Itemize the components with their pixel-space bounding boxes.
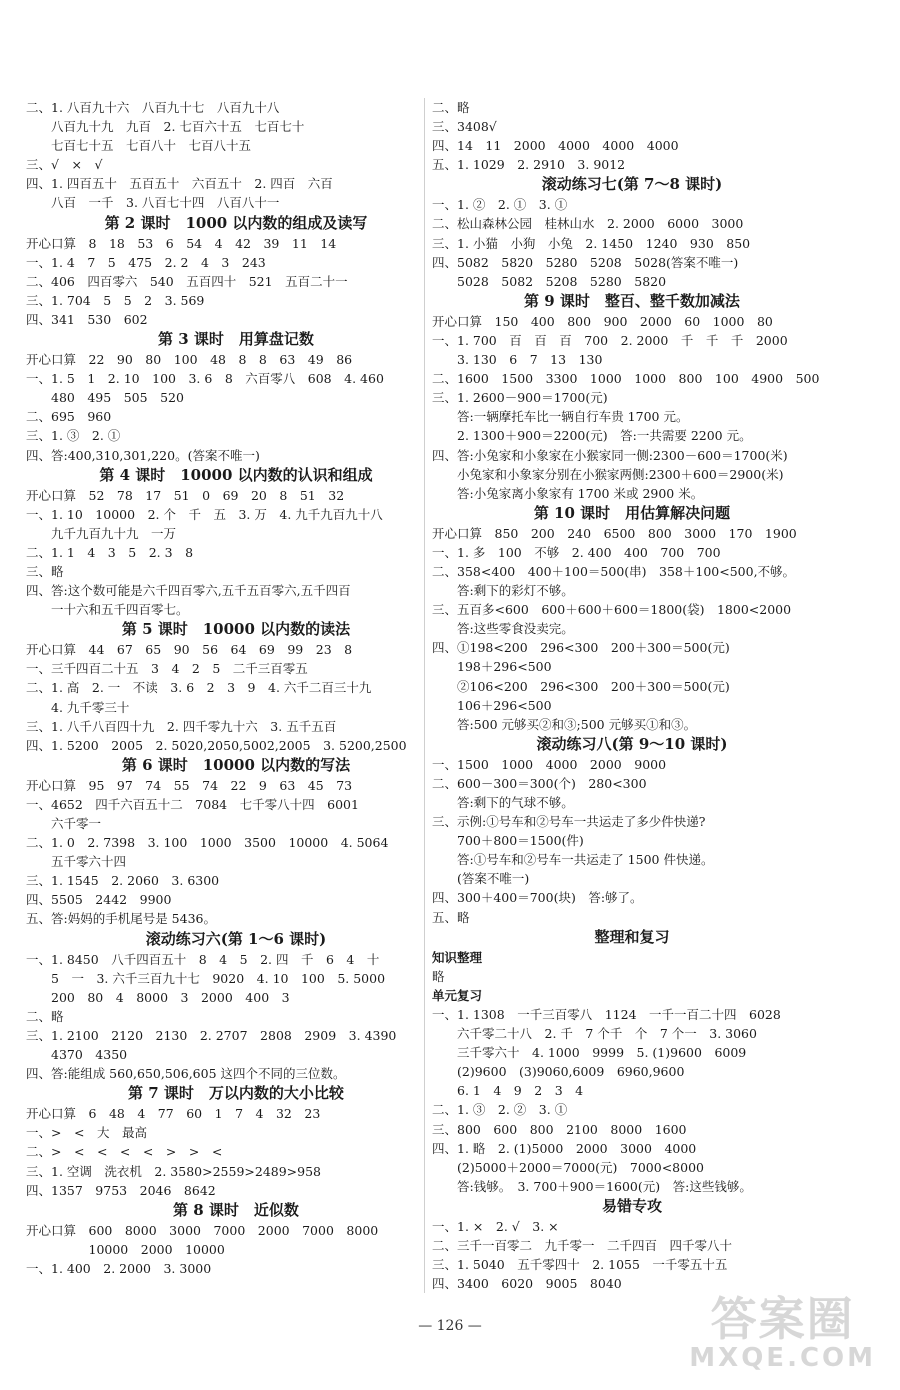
answer-line: (2)9600 (3)9060,6009 6960,9600 [432, 1064, 685, 1080]
answer-line: 四、1. 5200 2005 2. 5020,2050,5002,2005 3. 5200,2500 [26, 737, 407, 753]
answer-line: 开心口算 850 200 240 6500 800 3000 170 1900 [432, 525, 797, 541]
answer-line: 答:剩下的气球不够。 [432, 795, 574, 810]
right-column [432, 98, 832, 1293]
answer-line: 5028 5082 5208 5280 5820 [432, 273, 667, 289]
section-heading: 滚动练习六(第 1～6 课时) [145, 929, 327, 948]
answer-line: 开心口算 52 78 17 51 0 69 20 8 51 32 [26, 487, 345, 503]
answer-line: 700＋800＝1500(件) [432, 833, 584, 849]
answer-line: 一、1. 1308 一千三百零八 1124 一千一百二十四 6028 [432, 1006, 781, 1022]
answer-line: 三、1. 704 5 5 2 3. 569 [26, 292, 205, 308]
answer-line: 四、答:小兔家和小象家在小猴家同一侧:2300－600＝1700(米) [432, 447, 788, 463]
column-divider [424, 98, 425, 1293]
page-number: — 126 — [418, 1318, 482, 1334]
answer-line: 四、5082 5820 5280 5208 5028(答案不唯一) [432, 254, 739, 270]
answer-line: 答:剩下的彩灯不够。 [432, 583, 574, 599]
answer-line: 开心口算 22 90 80 100 48 8 8 63 49 86 [26, 352, 353, 368]
answer-line: 四、5505 2442 9900 [26, 892, 172, 908]
answer-line: 八百 一千 3. 八百七十四 八百八十一 [26, 195, 280, 211]
answer-line: 二、松山森林公园 桂林山水 2. 2000 6000 3000 [432, 216, 744, 232]
answer-line: 一、> < 大 最高 [26, 1125, 147, 1141]
answer-line: 四、341 530 602 [26, 311, 148, 327]
answer-line: 三、1. 八千八百四十九 2. 四千零九十六 3. 五千五百 [26, 718, 337, 734]
answer-line: 二、1. 八百九十六 八百九十七 八百九十八 [26, 100, 280, 115]
section-heading: 第 3 课时 用算盘记数 [158, 330, 314, 349]
answer-line: 200 80 4 8000 3 2000 400 3 [26, 989, 290, 1005]
answer-line: 一、1. 5 1 2. 10 100 3. 6 8 六百零八 608 4. 460 [26, 371, 384, 387]
answer-line: 小兔家和小象家分别在小猴家两侧:2300＋600＝2900(米) [432, 466, 784, 482]
section-heading: 第 7 课时 万以内数的大小比较 [128, 1084, 344, 1103]
answer-line: 开心口算 600 8000 3000 7000 2000 7000 8000 [26, 1222, 379, 1238]
subsection-label: 单元复习 [432, 987, 483, 1003]
answer-line: 三、√ × √ [26, 157, 103, 173]
answer-line: 答:500 元够买②和③;500 元够买①和③。 [432, 716, 697, 732]
section-heading: 第 4 课时 10000 以内数的认识和组成 [99, 465, 373, 484]
answer-line: 五、1. 1029 2. 2910 3. 9012 [432, 157, 626, 173]
answer-line: 三、3408√ [432, 119, 497, 135]
answer-line: 三、1. 空调 洗衣机 2. 3580>2559>2489>958 [26, 1163, 322, 1179]
answer-line: 一、1. 多 100 不够 2. 400 400 700 700 [432, 544, 721, 560]
section-heading: 滚动练习七(第 7～8 课时) [541, 175, 723, 194]
answer-line: (2)5000＋2000＝7000(元) 7000<8000 [432, 1159, 704, 1175]
answer-line: 2. 1300＋900＝2200(元) 答:一共需要 2200 元。 [432, 428, 752, 444]
answer-line: 三、1. 2100 2120 2130 2. 2707 2808 2909 3. 4390 [26, 1027, 397, 1043]
answer-line: 四、1. 四百五十 五百五十 六百五十 2. 四百 六百 [26, 176, 333, 192]
section-heading: 第 6 课时 10000 以内数的写法 [121, 755, 351, 774]
answer-line: 一、1. 4 7 5 475 2. 2 4 3 243 [26, 254, 266, 270]
left-column [26, 98, 446, 1278]
section-heading: 整理和复习 [594, 927, 670, 946]
answer-line: 一、1500 1000 4000 2000 9000 [432, 756, 667, 772]
answer-line: 四、1. 略 2. (1)5000 2000 3000 4000 [432, 1140, 697, 1156]
answer-line: 一、1. 400 2. 2000 3. 3000 [26, 1260, 212, 1276]
watermark-logo [689, 1294, 876, 1372]
answer-line: 二、1. 0 2. 7398 3. 100 1000 3500 10000 4. 5064 [26, 835, 389, 851]
section-heading: 第 5 课时 10000 以内数的读法 [121, 620, 351, 639]
answer-line: 二、358<400 400＋100＝500(串) 358＋100<500,不够。 [432, 563, 796, 579]
answer-line: 198＋296<500 [432, 659, 552, 675]
section-heading: 第 8 课时 近似数 [173, 1200, 299, 1219]
section-heading: 第 9 课时 整百、整千数加减法 [524, 291, 740, 310]
answer-line: 一、1. 8450 八千四百五十 8 4 5 2. 四 千 6 4 十 [26, 951, 380, 967]
answer-line: 一十六和五千四百零七。 [26, 602, 189, 618]
section-heading: 第 10 课时 用估算解决问题 [533, 503, 731, 522]
answer-line: 答:这些零食没卖完。 [432, 621, 574, 637]
answer-line: 二、三千一百零二 九千零一 二千四百 四千零八十 [432, 1237, 733, 1253]
answer-line: 三、800 600 800 2100 8000 1600 [432, 1121, 687, 1137]
answer-line: 6. 1 4 9 2 3 4 [432, 1083, 584, 1099]
answer-line: 二、1. ③ 2. ② 3. ① [432, 1102, 568, 1118]
answer-line: 一、1. 10 10000 2. 个 千 五 3. 万 4. 九千九百九十八 [26, 506, 383, 522]
answer-line: 一、1. ② 2. ① 3. ① [432, 197, 568, 213]
answer-line: 三、示例:①号车和②号车一共运走了多少件快递? [432, 814, 706, 830]
answer-line: 答:一辆摩托车比一辆自行车贵 1700 元。 [432, 409, 689, 425]
answer-line: 三、1. ③ 2. ① [26, 428, 121, 444]
answer-line: 三、略 [26, 563, 64, 579]
answer-line: 二、1. 高 2. 一 不读 3. 6 2 3 9 4. 六千二百三十九 [26, 680, 372, 696]
answer-line: 二、1. 1 4 3 5 2. 3 8 [26, 544, 194, 560]
answer-line: 答:①号车和②号车一共运走了 1500 件快递。 [432, 852, 714, 868]
answer-line: 二、695 960 [26, 409, 112, 425]
answer-line: 106＋296<500 [432, 697, 552, 713]
answer-line: 七百七十五 七百八十 七百八十五 [26, 138, 252, 154]
answer-line: 九千九百九十九 一万 [26, 525, 177, 541]
answer-line: 四、300＋400＝700(块) 答:够了。 [432, 890, 643, 906]
answer-line: 开心口算 8 18 53 6 54 4 42 39 11 14 [26, 235, 337, 251]
answer-line: 三千零六十 4. 1000 9999 5. (1)9600 6009 [432, 1045, 747, 1061]
answer-line: 开心口算 150 400 800 900 2000 60 1000 80 [432, 313, 773, 329]
answer-line: (答案不唯一) [432, 871, 530, 887]
answer-line: 五千零六十四 [26, 854, 127, 870]
answer-line: 一、三千四百二十五 3 4 2 5 二千三百零五 [26, 661, 308, 677]
answer-line: 开心口算 6 48 4 77 60 1 7 4 32 23 [26, 1106, 321, 1122]
answer-line: 四、3400 6020 9005 8040 [432, 1276, 622, 1292]
answer-line: 二、1600 1500 3300 1000 1000 800 100 4900 500 [432, 371, 820, 387]
section-heading: 滚动练习八(第 9～10 课时) [536, 734, 728, 753]
answer-line: 4. 九千零三十 [26, 699, 130, 715]
answer-line: 二、> < < < < > > < [26, 1144, 223, 1160]
answer-line: 一、4652 四千六百五十二 7084 七千零八十四 6001 [26, 796, 359, 812]
answer-line: 五、答:妈妈的手机尾号是 5436。 [26, 911, 216, 927]
answer-line: 答:钱够。 3. 700＋900＝1600(元) 答:这些钱够。 [432, 1178, 752, 1194]
answer-line: 三、1. 5040 五千零四十 2. 1055 一千零五十五 [432, 1257, 728, 1273]
subsection-label: 知识整理 [432, 949, 483, 965]
answer-line: 4370 4350 [26, 1047, 128, 1063]
section-heading: 第 2 课时 1000 以内数的组成及读写 [104, 213, 368, 232]
answer-line: 四、答:能组成 560,650,506,605 这四个不同的三位数。 [26, 1066, 346, 1082]
watermark-line2: MXQE.COM [689, 1343, 876, 1373]
answer-line: 略 [432, 968, 445, 984]
answer-line: 三、1. 2600－900＝1700(元) [432, 390, 608, 406]
answer-line: 3. 130 6 7 13 130 [432, 352, 603, 368]
answer-line: 二、406 四百零六 540 五百四十 521 五百二十一 [26, 273, 348, 289]
answer-line: 三、1. 小猫 小狗 小兔 2. 1450 1240 930 850 [432, 235, 751, 251]
answer-line: 八百九十九 九百 2. 七百六十五 七百七十 [26, 119, 305, 135]
answer-line: 二、略 [26, 1008, 64, 1024]
answer-line: 四、答:这个数可能是六千四百零六,五千五百零六,五千四百 [26, 583, 351, 599]
answer-line: 六千零二十八 2. 千 7 个千 个 7 个一 3. 3060 [432, 1026, 757, 1042]
answer-line: 一、1. × 2. √ 3. × [432, 1218, 559, 1234]
answer-line: 五、略 [432, 909, 470, 925]
answer-line: 二、600－300＝300(个) 280<300 [432, 775, 647, 791]
answer-line: 答:小兔家离小象家有 1700 米或 2900 米。 [432, 485, 704, 501]
watermark-line1: 答案圈 [710, 1292, 855, 1346]
answer-line: 四、1357 9753 2046 8642 [26, 1182, 216, 1198]
answer-line: 二、略 [432, 100, 470, 115]
answer-line: 四、14 11 2000 4000 4000 4000 [432, 138, 679, 154]
answer-line: 480 495 505 520 [26, 390, 184, 406]
answer-line: 三、五百多<600 600＋600＋600＝1800(袋) 1800<2000 [432, 602, 792, 618]
answer-line: 四、答:400,310,301,220。(答案不唯一) [26, 447, 260, 463]
answer-line: 三、1. 1545 2. 2060 3. 6300 [26, 873, 220, 889]
answer-line: 六千零一 [26, 816, 102, 831]
answer-line: 开心口算 95 97 74 55 74 22 9 63 45 73 [26, 777, 353, 793]
section-heading: 易错专攻 [601, 1196, 662, 1215]
answer-line: 四、①198<200 296<300 200＋300＝500(元) [432, 640, 730, 656]
answer-line: 开心口算 44 67 65 90 56 64 69 99 23 8 [26, 642, 353, 658]
answer-line: ②106<200 296<300 200＋300＝500(元) [432, 678, 730, 694]
answer-line: 10000 2000 10000 [26, 1241, 225, 1257]
answer-line: 5 一 3. 六千三百九十七 9020 4. 10 100 5. 5000 [26, 970, 386, 986]
answer-line: 一、1. 700 百 百 百 700 2. 2000 千 千 千 2000 [432, 332, 788, 348]
